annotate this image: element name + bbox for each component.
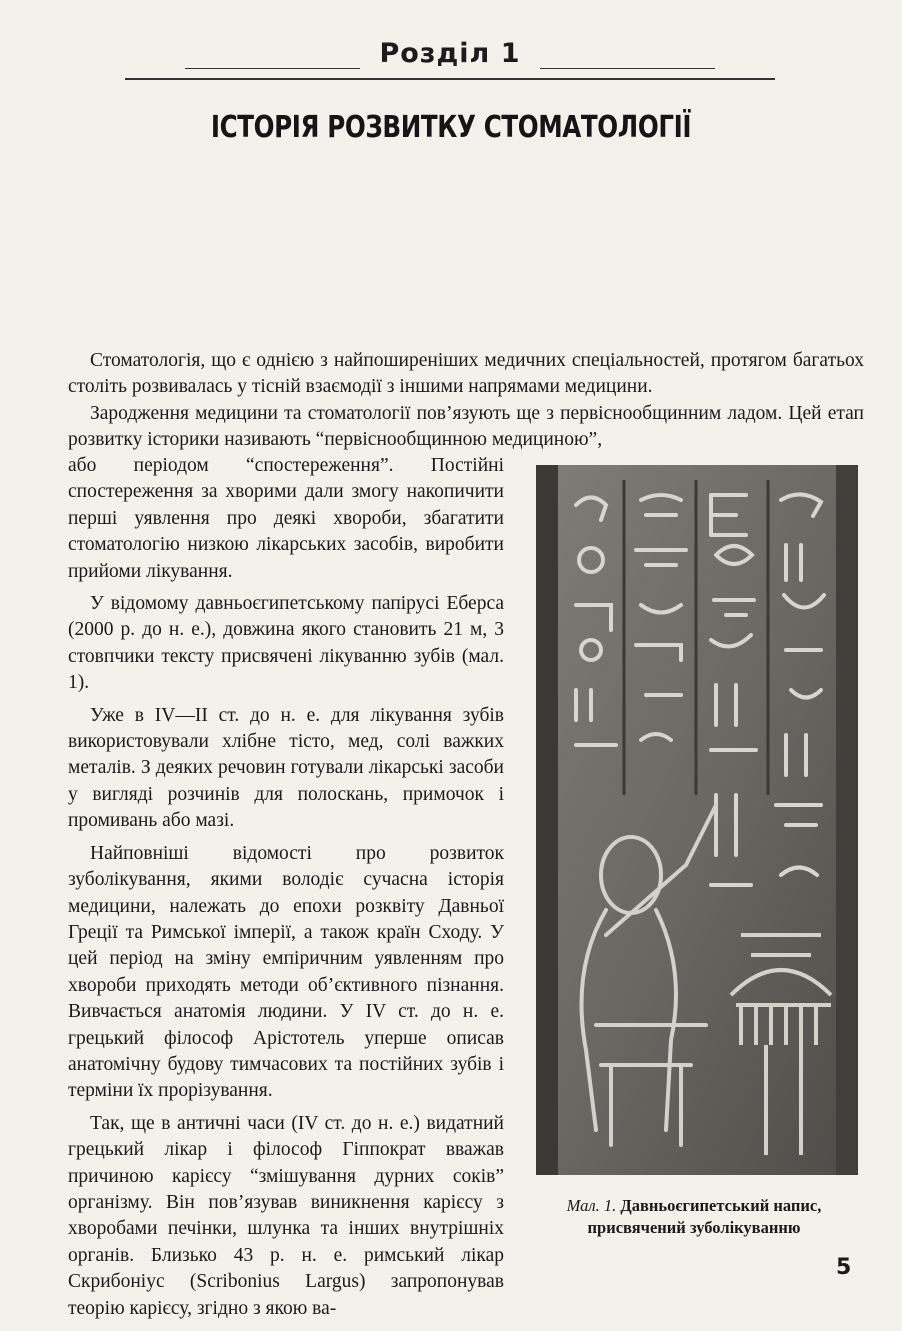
paragraph: або періодом “спостереження”. Постійні спостереження за хворими дали змогу накопичити перші уявлення про деякі хвороби, збагатити стоматологію низкою лікарських засобів, виробити прийоми лікування. xyxy=(68,455,504,582)
figure-caption xyxy=(524,1195,864,1239)
chapter-title: ІСТОРІЯ РОЗВИТКУ СТОМАТОЛОГІЇ xyxy=(210,110,692,145)
page-number: 5 xyxy=(836,1255,852,1280)
relief-illustration xyxy=(536,465,858,1175)
paragraph: У відомому давньоєгипетському папірусі Еберса (2000 р. до н. е.), довжина якого становить 21 м, 3 стовпчики тексту присвячені лікуванню зубів (мал. 1). xyxy=(68,593,504,694)
paragraph: Зародження медицини та стоматології пов’язують ще з первіснообщинним ладом. Цей етап розвитку історики називають “первіснообщинною медициною”, xyxy=(68,402,864,451)
header-rule-bottom xyxy=(125,78,775,80)
caption-label: Мал. 1. xyxy=(566,1196,617,1215)
paragraph: Уже в IV—II ст. до н. е. для лікування зубів використовували хлібне тісто, мед, солі важких металів. З деяких речовин готували лікарські засоби у вигляді розчинів для полоскань, примочок і промивань або мазі. xyxy=(68,704,504,832)
paragraph: Так, ще в античні часи (IV ст. до н. е.) видатний грецький лікар і філософ Гіппократ вважав причиною карієсу “змішування дурних соків” організму. Він пов’язував виникнення карієсу з хворобами печінки, шлунка та інших внутрішніх органів. Близько 43 р. н. е. римський лікар Скрибоніус (Scribonius Largus) запропонував теорію карієсу, згідно з якою ва- xyxy=(68,1112,504,1319)
body-text-column xyxy=(68,453,504,1322)
caption-text: Давньоєгипетський напис, присвячений зуболікуванню xyxy=(587,1196,822,1237)
paragraph: Стоматологія, що є однією з найпоширеніших медичних спеціальностей, протягом багатьох століть розвивалась у тісній взаємодії з іншими напрямами медицини. xyxy=(68,350,864,398)
section-label: Розділ 1 xyxy=(379,38,521,69)
egyptian-relief-image xyxy=(536,465,858,1175)
paragraph: Найповніші відомості про розвиток зуболікування, якими володіє сучасна історія медицини, належать до епохи розквіту Давньої Греції та Римської імперії, а також країн Сходу. У цей період на зміну емпіричним уявленням про хвороби приходять методи об’єктивного пізнання. Вивчається анатомія людини. У IV ст. до н. е. грецький філософ Арістотель уперше описав анатомічну будову тимчасових та постійних зубів і терміни їх прорізування. xyxy=(68,842,504,1102)
header-rule-right xyxy=(540,68,715,69)
body-text-full-width xyxy=(68,348,864,454)
section-header xyxy=(125,36,775,84)
